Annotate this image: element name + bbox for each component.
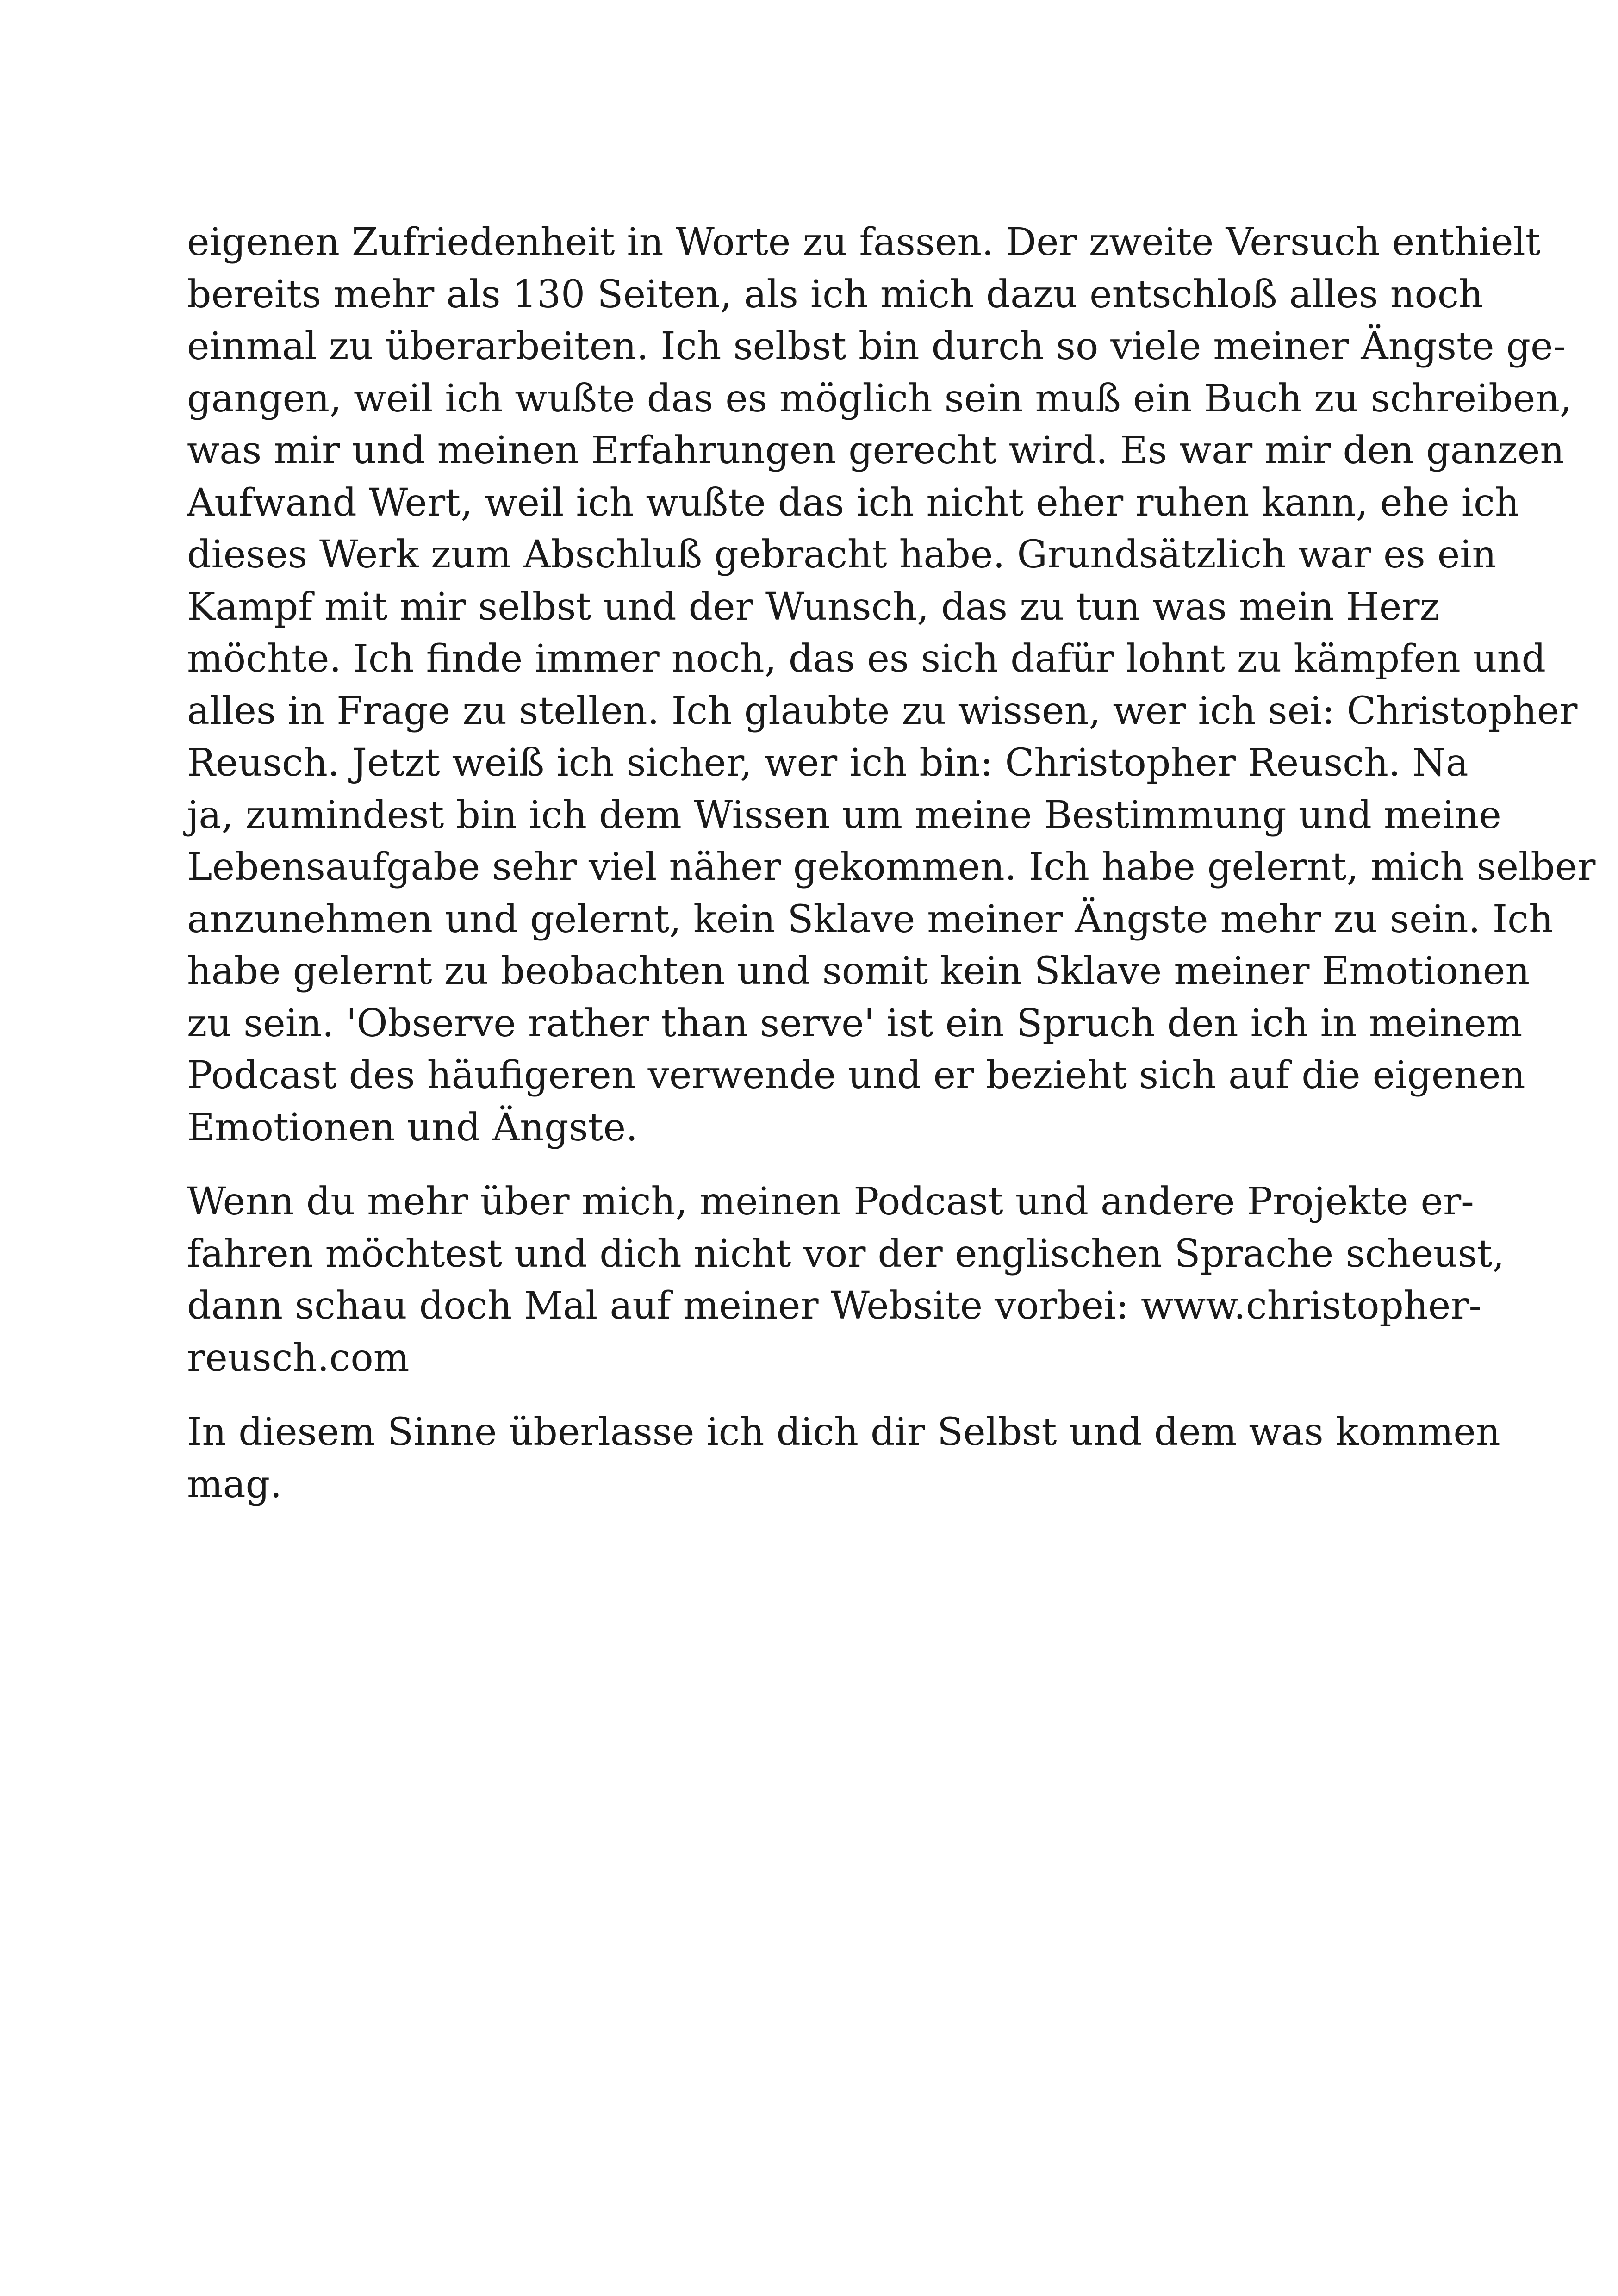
text-line: eigenen Zufriedenheit in Worte zu fassen. Der zweite Versuch enthielt (187, 220, 1541, 264)
text-line: gangen, weil ich wußte das es möglich sein muß ein Buch zu schreiben, (187, 376, 1572, 421)
paragraph-2 (187, 1176, 1505, 1384)
text-line: Aufwand Wert, weil ich wußte das ich nicht eher ruhen kann, ehe ich (187, 480, 1519, 525)
text-line: dieses Werk zum Abschluß gebracht habe. Grundsätzlich war es ein (187, 533, 1497, 577)
text-line: einmal zu überarbeiten. Ich selbst bin durch so viele meiner Ängste ge- (187, 324, 1566, 368)
text-line: Lebensaufgabe sehr viel näher gekommen. Ich habe gelernt, mich selber (187, 845, 1596, 889)
text-line: fahren möchtest und dich nicht vor der englischen Sprache scheust, (187, 1232, 1505, 1276)
text-line: In diesem Sinne überlasse ich dich dir Selbst und dem was kommen (187, 1410, 1500, 1454)
text-line: Podcast des häufigeren verwende und er bezieht sich auf die eigenen (187, 1053, 1525, 1097)
paragraph-1 (187, 217, 1596, 1154)
text-line: Wenn du mehr über mich, meinen Podcast und andere Projekte er- (187, 1180, 1474, 1224)
paragraph-3 (187, 1406, 1500, 1511)
text-line: Emotionen und Ängste. (187, 1105, 638, 1150)
text-line: habe gelernt zu beobachten und somit kein Sklave meiner Emotionen (187, 949, 1530, 993)
text-line: anzunehmen und gelernt, kein Sklave meiner Ängste mehr zu sein. Ich (187, 897, 1553, 941)
text-line: reusch.com (187, 1336, 410, 1380)
text-line: möchte. Ich finde immer noch, das es sich dafür lohnt zu kämpfen und (187, 637, 1546, 681)
text-line: mag. (187, 1462, 282, 1506)
text-line: Reusch. Jetzt weiß ich sicher, wer ich bin: Christopher Reusch. Na (187, 741, 1469, 785)
text-line: was mir und meinen Erfahrungen gerecht wird. Es war mir den ganzen (187, 429, 1565, 473)
text-line: ja, zumindest bin ich dem Wissen um meine Bestimmung und meine (187, 793, 1501, 837)
body-text (187, 217, 1596, 1511)
text-line: Kampf mit mir selbst und der Wunsch, das zu tun was mein Herz (187, 585, 1440, 629)
text-line: bereits mehr als 130 Seiten, als ich mich dazu entschloß alles noch (187, 272, 1483, 317)
text-line: alles in Frage zu stellen. Ich glaubte zu wissen, wer ich sei: Christopher (187, 689, 1578, 733)
text-line: zu sein. 'Observe rather than serve' ist ein Spruch den ich in meinem (187, 1001, 1523, 1045)
text-line: dann schau doch Mal auf meiner Website vorbei: www.christopher- (187, 1284, 1482, 1328)
